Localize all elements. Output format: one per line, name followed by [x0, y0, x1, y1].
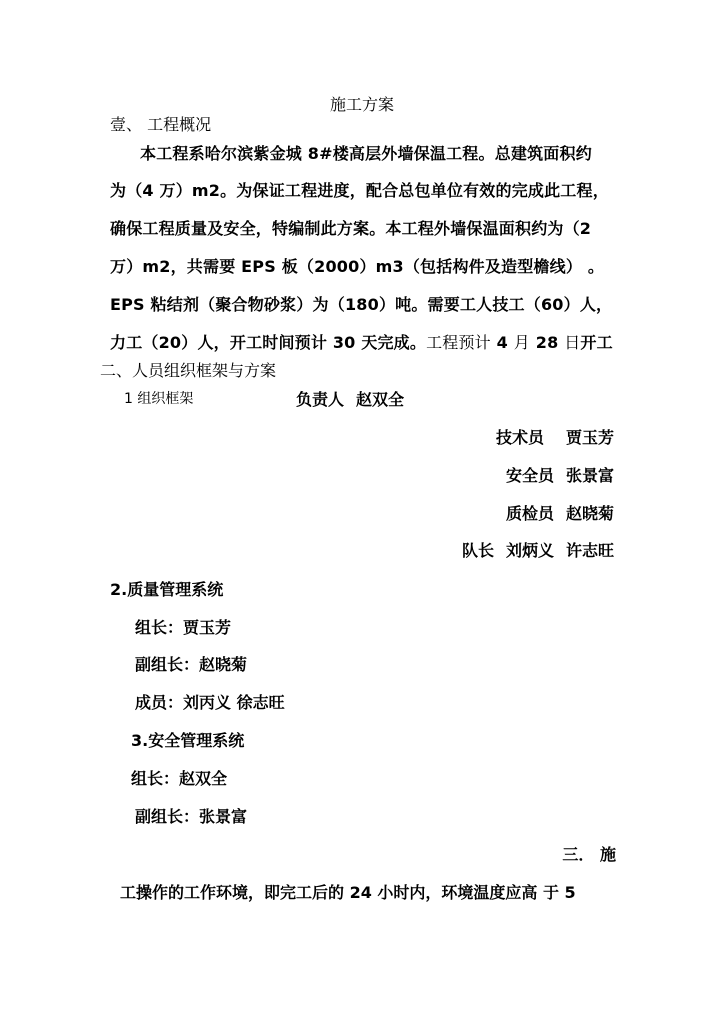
- org-person: 张景富: [565, 466, 614, 485]
- text-run: 开工: [580, 333, 613, 352]
- org-role: 质检员: [505, 504, 554, 523]
- org-technician: [496, 430, 614, 446]
- overview-paragraph-line: [110, 335, 613, 351]
- quality-deputy: 副组长：赵晓菊: [135, 655, 248, 674]
- text-run: 工程预计: [426, 333, 491, 352]
- text-run: 月: [513, 333, 530, 352]
- construction-paragraph-line: 工操作的工作环境，即完工后的 24 小时内，环境温度应高 于 5: [120, 883, 576, 902]
- org-role: 队长: [461, 541, 494, 560]
- org-quality-inspector: [506, 506, 614, 522]
- quality-members: 成员：刘丙义 徐志旺: [135, 693, 285, 712]
- quality-system-heading: 2.质量管理系统: [110, 580, 224, 599]
- org-person: 许志旺: [565, 541, 614, 560]
- section-heading-construction: 三． 施: [562, 845, 616, 864]
- safety-leader: 组长：赵双全: [131, 769, 228, 788]
- text-run: 28: [529, 333, 565, 352]
- org-role: 负责人: [296, 390, 345, 409]
- overview-paragraph-line: 万）m2，共需要 EPS 板（2000）m3（包括构件及造型檐线） 。: [110, 257, 605, 276]
- overview-paragraph-line: EPS 粘结剂（聚合物砂浆）为（180）吨。需要工人技工（60）人，: [110, 295, 613, 314]
- overview-paragraph-line: 本工程系哈尔滨紫金城 8#楼高层外墙保温工程。总建筑面积约: [140, 144, 592, 163]
- org-person: 贾玉芳: [565, 428, 614, 447]
- org-team-captain: [462, 543, 614, 559]
- org-safety-officer: [506, 468, 614, 484]
- overview-paragraph-line: 为（4 万）m2。为保证工程进度，配合总包单位有效的完成此工程，: [110, 181, 609, 200]
- org-role: 安全员: [505, 466, 554, 485]
- safety-deputy: 副组长：张景富: [135, 807, 248, 826]
- org-role: 技术员: [495, 428, 544, 447]
- overview-paragraph-line: 确保工程质量及安全，特编制此方案。本工程外墙保温面积约为（2: [110, 219, 592, 238]
- text-run: 日: [564, 333, 581, 352]
- org-leader: [296, 392, 404, 408]
- document-title: 施工方案: [329, 95, 394, 114]
- section-heading-personnel: 二、人员组织框架与方案: [100, 361, 277, 380]
- org-person: 赵双全: [356, 390, 405, 409]
- org-framework-label: 1 组织框架: [124, 391, 194, 407]
- org-person: 刘炳义: [505, 541, 554, 560]
- section-heading-overview: 壹、 工程概况: [110, 115, 212, 134]
- org-person: 赵晓菊: [565, 504, 614, 523]
- text-run: 力工（20）人，开工时间预计 30 天完成。: [110, 333, 427, 352]
- safety-system-heading: 3.安全管理系统: [131, 731, 245, 750]
- quality-leader: 组长：贾玉芳: [135, 618, 232, 637]
- text-run: 4: [490, 333, 514, 352]
